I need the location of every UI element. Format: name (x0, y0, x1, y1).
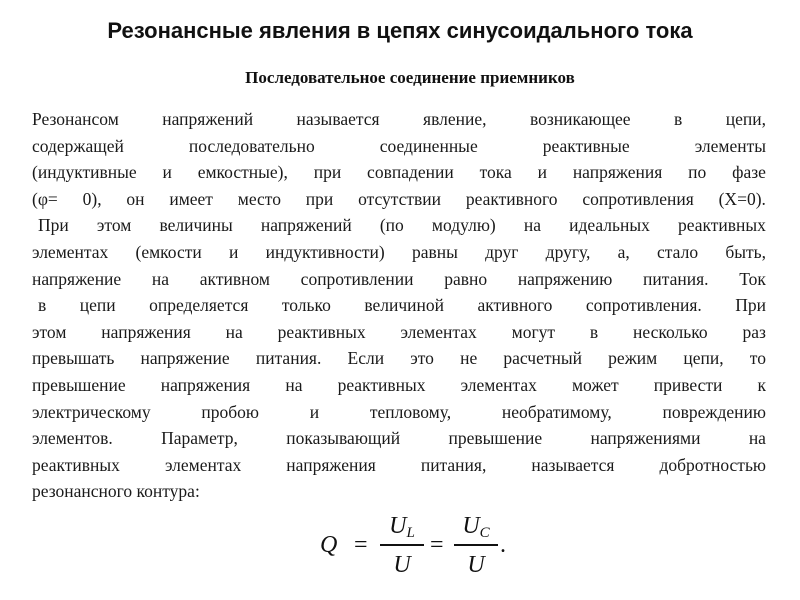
paragraph-line: реактивных элементах напряжения питания, называется добротностью (32, 454, 766, 475)
numerator-subscript: C (479, 525, 490, 541)
section-subtitle: Последовательное соединение приемников (245, 68, 575, 87)
paragraph (32, 106, 766, 505)
fraction-bar (454, 544, 498, 546)
paragraph-line: превышать напряжение питания. Если это не расчетный режим цепи, то (32, 348, 766, 369)
paragraph-line: электрическому пробою и тепловому, необратимому, повреждению (32, 401, 766, 422)
formula-end-period: . (500, 532, 506, 558)
fraction-bar (380, 544, 424, 546)
paragraph-line: элементах (емкости и индуктивности) равны друг другу, а, стало быть, (32, 241, 766, 262)
numerator-subscript: L (406, 525, 415, 541)
fraction-denominator: U (467, 551, 485, 578)
paragraph-line: превышение напряжения на реактивных элементах может привести к (32, 374, 766, 395)
paragraph-line: резонансного контура: (32, 481, 200, 502)
fraction-numerator (454, 510, 498, 542)
paragraph-line: содержащей последовательно соединенные реактивные элементы (32, 135, 766, 156)
formula-lhs: Q (320, 532, 338, 558)
fraction-uc-over-u (454, 510, 498, 581)
paragraph-line: Резонансом напряжений называется явление, возникающее в цепи, (32, 109, 766, 129)
page-title: Резонансные явления в цепях синусоидального тока (107, 18, 693, 43)
numerator-symbol: U (462, 513, 480, 539)
fraction-numerator (380, 510, 424, 542)
q-factor-formula (318, 510, 506, 586)
paragraph-line: этом напряжения на реактивных элементах могут в несколько раз (32, 321, 766, 342)
fraction-denominator: U (393, 551, 411, 578)
paragraph-line: При этом величины напряжений (по модулю) на идеальных реактивных (38, 215, 766, 236)
fraction-ul-over-u (380, 510, 424, 581)
paragraph-line: в цепи определяется только величиной активного сопротивления. При (38, 295, 766, 316)
paragraph-line: элементов. Параметр, показывающий превышение напряжениями на (32, 428, 766, 449)
formula-equals-2: = (430, 532, 444, 558)
paragraph-line: (φ= 0), он имеет место при отсутствии реактивного сопротивления (Х=0). (32, 188, 766, 209)
numerator-symbol: U (389, 513, 407, 539)
paragraph-line: напряжение на активном сопротивлении равно напряжению питания. Ток (32, 268, 766, 289)
paragraph-line: (индуктивные и емкостные), при совпадении тока и напряжения по фазе (32, 162, 766, 183)
formula-equals-1: = (354, 532, 368, 558)
